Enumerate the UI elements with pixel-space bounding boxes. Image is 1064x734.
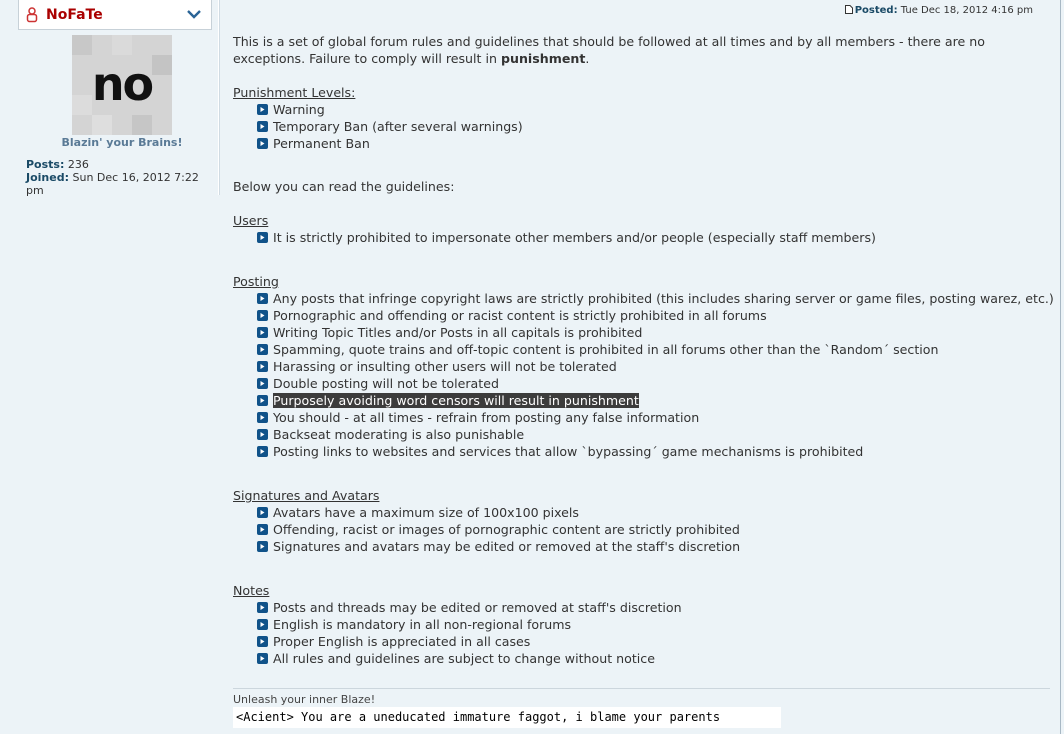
avatar — [72, 35, 172, 135]
profile-header[interactable] — [18, 0, 212, 30]
rule-item — [257, 101, 1053, 118]
section-heading-signatures: Signatures and Avatars — [233, 488, 380, 503]
arrow-bullet-icon — [257, 138, 268, 149]
online-user-icon — [25, 7, 39, 23]
arrow-bullet-icon — [257, 232, 268, 243]
arrow-bullet-icon — [257, 327, 268, 338]
intro-text — [233, 33, 1053, 67]
rules-list-notes — [233, 599, 1053, 667]
rules-list-signatures — [233, 504, 1053, 555]
posts-label: Posts: — [26, 158, 65, 171]
rule-item — [257, 375, 1053, 392]
avatar-logo-text: no — [91, 57, 153, 111]
post-date — [845, 2, 1033, 19]
arrow-bullet-icon — [257, 412, 268, 423]
rule-item — [257, 426, 1053, 443]
arrow-bullet-icon — [257, 507, 268, 518]
rule-item-text: Spamming, quote trains and off-topic content is prohibited in all forums other than the `Random´ section — [273, 342, 939, 357]
rules-list-posting — [233, 290, 1053, 460]
rule-item — [257, 290, 1053, 307]
rule-item — [257, 599, 1053, 616]
chevron-down-icon[interactable] — [187, 9, 201, 19]
rule-item-text: You should - at all times - refrain from posting any false information — [273, 410, 700, 425]
arrow-bullet-icon — [257, 344, 268, 355]
rule-item — [257, 633, 1053, 650]
rule-item — [257, 443, 1053, 460]
intro-end: . — [585, 51, 590, 66]
rule-item-text: It is strictly prohibited to impersonate other members and/or people (especially staff members) — [273, 230, 876, 245]
rule-item-text: Double posting will not be tolerated — [273, 376, 499, 391]
signature-quote: <Acient> You are a uneducated immature faggot, i blame your parents — [233, 707, 781, 728]
rule-item-text: Offending, racist or images of pornographic content are strictly prohibited — [273, 522, 740, 537]
rule-item — [257, 538, 1053, 555]
rule-item — [257, 135, 1053, 152]
arrow-bullet-icon — [257, 524, 268, 535]
posted-value: Tue Dec 18, 2012 4:16 pm — [900, 5, 1033, 16]
user-rank: Blazin' your Brains! — [61, 136, 183, 149]
forum-post — [8, 0, 1061, 734]
post-profile — [16, 0, 219, 195]
signature-text: Unleash your inner Blaze! — [233, 693, 376, 706]
post-link-icon[interactable] — [845, 5, 853, 14]
rule-item — [257, 650, 1053, 667]
arrow-bullet-icon — [257, 121, 268, 132]
arrow-bullet-icon — [257, 310, 268, 321]
rule-item-text: Avatars have a maximum size of 100x100 pixels — [273, 505, 579, 520]
rule-item-text: Proper English is appreciated in all cases — [273, 634, 531, 649]
rule-item-text: Posting links to websites and services that allow `bypassing´ game mechanisms is prohibited — [273, 444, 864, 459]
rule-item-text: Any posts that infringe copyright laws are strictly prohibited (this includes sharing server or game files, posting warez, etc.) — [273, 291, 1054, 306]
rules-list-users — [233, 229, 1053, 246]
rule-item-text: Harassing or insulting other users will not be tolerated — [273, 359, 617, 374]
rule-item-text: Warning — [273, 102, 325, 117]
arrow-bullet-icon — [257, 602, 268, 613]
rule-item-text: Pornographic and offending or racist content is strictly prohibited in all forums — [273, 308, 767, 323]
arrow-bullet-icon — [257, 636, 268, 647]
rule-item — [257, 341, 1053, 358]
section-heading-posting: Posting — [233, 274, 279, 289]
joined-date — [26, 171, 218, 197]
post-body — [233, 0, 1053, 734]
arrow-bullet-icon — [257, 541, 268, 552]
rule-item — [257, 392, 1053, 409]
rule-item-text: Permanent Ban — [273, 136, 370, 151]
rule-item — [257, 521, 1053, 538]
posts-value[interactable]: 236 — [67, 158, 89, 171]
username[interactable]: NoFaTe — [46, 7, 103, 23]
section-heading-users: Users — [233, 213, 269, 228]
rule-item-text: Backseat moderating is also punishable — [273, 427, 525, 442]
rule-item-text: All rules and guidelines are subject to change without notice — [273, 651, 655, 666]
intro-text-1: This is a set of global forum rules and guidelines that should be followed at all times and by all members - there are no exceptions. Failure to comply will result in — [233, 34, 985, 66]
rule-item — [257, 229, 1053, 246]
signature-divider — [233, 688, 1050, 689]
rule-item-text: English is mandatory in all non-regional forums — [273, 617, 572, 632]
punishment-list — [233, 101, 1053, 152]
arrow-bullet-icon — [257, 619, 268, 630]
below-text: Below you can read the guidelines: — [233, 179, 455, 194]
rule-item — [257, 307, 1053, 324]
joined-value: Sun Dec 16, 2012 7:22 pm — [26, 171, 199, 197]
section-heading-notes: Notes — [233, 583, 270, 598]
rule-item — [257, 409, 1053, 426]
arrow-bullet-icon — [257, 361, 268, 372]
rule-item-text: Writing Topic Titles and/or Posts in all capitals is prohibited — [273, 325, 643, 340]
arrow-bullet-icon — [257, 446, 268, 457]
rule-item — [257, 616, 1053, 633]
rule-item-text: Temporary Ban (after several warnings) — [273, 119, 523, 134]
arrow-bullet-icon — [257, 429, 268, 440]
intro-bold: punishment — [500, 51, 586, 66]
post-content — [233, 33, 1053, 667]
arrow-bullet-icon — [257, 395, 268, 406]
arrow-bullet-icon — [257, 104, 268, 115]
rule-item-text: Posts and threads may be edited or removed at staff's discretion — [273, 600, 682, 615]
rule-item-text: Purposely avoiding word censors will result in punishment — [273, 393, 639, 408]
posted-label: Posted: — [854, 5, 898, 16]
rule-item — [257, 118, 1053, 135]
arrow-bullet-icon — [257, 653, 268, 664]
arrow-bullet-icon — [257, 378, 268, 389]
rule-item — [257, 504, 1053, 521]
joined-label: Joined: — [26, 171, 69, 184]
posts-count — [26, 158, 89, 171]
punishment-heading: Punishment Levels: — [233, 85, 356, 100]
rule-item — [257, 324, 1053, 341]
rule-item — [257, 358, 1053, 375]
rule-item-text: Signatures and avatars may be edited or removed at the staff's discretion — [273, 539, 741, 554]
arrow-bullet-icon — [257, 293, 268, 304]
